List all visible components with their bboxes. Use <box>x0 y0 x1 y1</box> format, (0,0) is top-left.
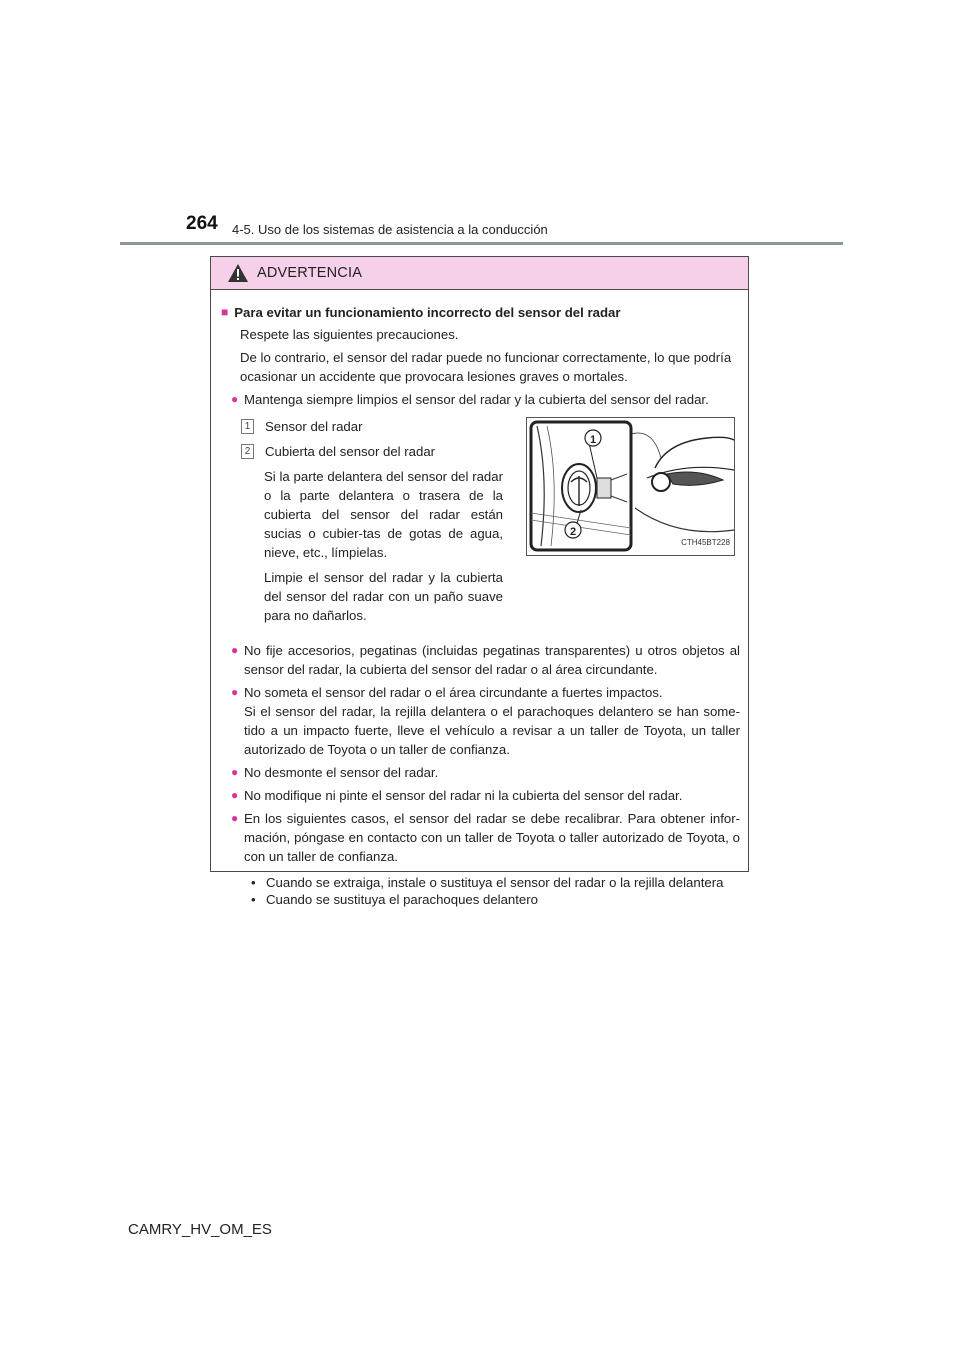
impact-warning: No someta el sensor del radar o el área circundante a fuertes impactos. <box>244 685 663 700</box>
list-item <box>221 786 740 805</box>
list-item <box>221 390 740 409</box>
case-item <box>251 874 740 891</box>
legend-number: 1 <box>241 419 254 434</box>
recalibrate-case-list <box>221 874 740 908</box>
legend-item <box>241 442 503 461</box>
circle-bullet-icon: ● <box>231 643 239 657</box>
legend-text: Cubierta del sensor del radar <box>265 444 436 459</box>
consequence-text: De lo contrario, el sensor del radar puede no funcionar correctamente, lo que podría ocasionar un accidente que provocara lesiones graves o mortales. <box>240 350 732 384</box>
list-item-text <box>244 683 740 759</box>
circle-bullet-icon: ● <box>231 685 239 699</box>
figure-code: CTH45BT228 <box>681 538 730 547</box>
circle-bullet-icon: ● <box>231 765 239 779</box>
callout-1: 1 <box>589 434 597 446</box>
list-item <box>221 641 740 679</box>
figure-legend <box>241 417 503 631</box>
figure-row <box>241 417 740 631</box>
legend-item <box>241 417 503 436</box>
list-item-text: No fije accesorios, pegatinas (incluidas pegatinas transparentes) u otros objetos al sensor del radar, la cubierta del sensor del radar o al área circundante. <box>244 643 740 677</box>
list-item <box>221 683 740 759</box>
warning-title: ADVERTENCIA <box>257 265 363 281</box>
warning-subheading <box>221 303 740 322</box>
page-number: 264 <box>186 213 218 234</box>
circle-bullet-icon: ● <box>231 392 239 406</box>
figure-paragraph: Si la parte delantera del sensor del radar o la parte delantera o trasera de la cubierta del sensor del radar están sucias o cubier-tas de gotas de agua, nieve, etc., límpielas. <box>264 469 503 560</box>
circle-bullet-icon: ● <box>231 811 239 825</box>
section-title: 4-5. Uso de los sistemas de asistencia a la conducción <box>232 222 548 237</box>
case-text: Cuando se sustituya el parachoques delantero <box>266 892 538 907</box>
figure-paragraph: Limpie el sensor del radar y la cubierta del sensor del radar con un paño suave para no dañarlos. <box>264 570 503 623</box>
dot-bullet-icon: • <box>251 875 256 890</box>
list-item-text: Mantenga siempre limpios el sensor del radar y la cubierta del sensor del radar. <box>244 392 709 407</box>
circle-bullet-icon: ● <box>231 788 239 802</box>
impact-detail: Si el sensor del radar, la rejilla delantera o el parachoques delantero se han some-tido a un impacto fuerte, lleve el vehículo a revisar a un taller de Toyota, un taller autorizado de Toyota o un taller de confianza. <box>244 704 740 757</box>
list-item <box>221 809 740 866</box>
case-item <box>251 891 740 908</box>
case-text: Cuando se extraiga, instale o sustituya el sensor del radar o la rejilla delantera <box>266 875 724 890</box>
list-item-text: No desmonte el sensor del radar. <box>244 765 439 780</box>
header-divider <box>120 242 843 245</box>
intro-text: Respete las siguientes precauciones. <box>240 327 459 342</box>
legend-number: 2 <box>241 444 254 459</box>
legend-text: Sensor del radar <box>265 419 363 434</box>
callout-2: 2 <box>569 526 577 538</box>
warning-header <box>211 257 748 290</box>
list-item-text: No modifique ni pinte el sensor del radar ni la cubierta del sensor del radar. <box>244 788 683 803</box>
list-item-text: En los siguientes casos, el sensor del radar se debe recalibrar. Para obtener infor-mación, póngase en contacto con un taller de Toyota o taller autorizado de Toyota, o con un taller de confianza. <box>244 811 740 864</box>
warning-subheading-text: Para evitar un funcionamiento incorrecto del sensor del radar <box>234 305 621 320</box>
warning-box <box>210 256 749 907</box>
warning-triangle-icon <box>227 263 249 283</box>
list-item <box>221 763 740 782</box>
dot-bullet-icon: • <box>251 892 256 907</box>
square-bullet-icon: ■ <box>221 305 229 319</box>
page-header <box>0 0 960 250</box>
document-code: CAMRY_HV_OM_ES <box>128 1221 272 1238</box>
radar-sensor-illustration <box>526 417 735 556</box>
warning-body <box>211 290 748 908</box>
